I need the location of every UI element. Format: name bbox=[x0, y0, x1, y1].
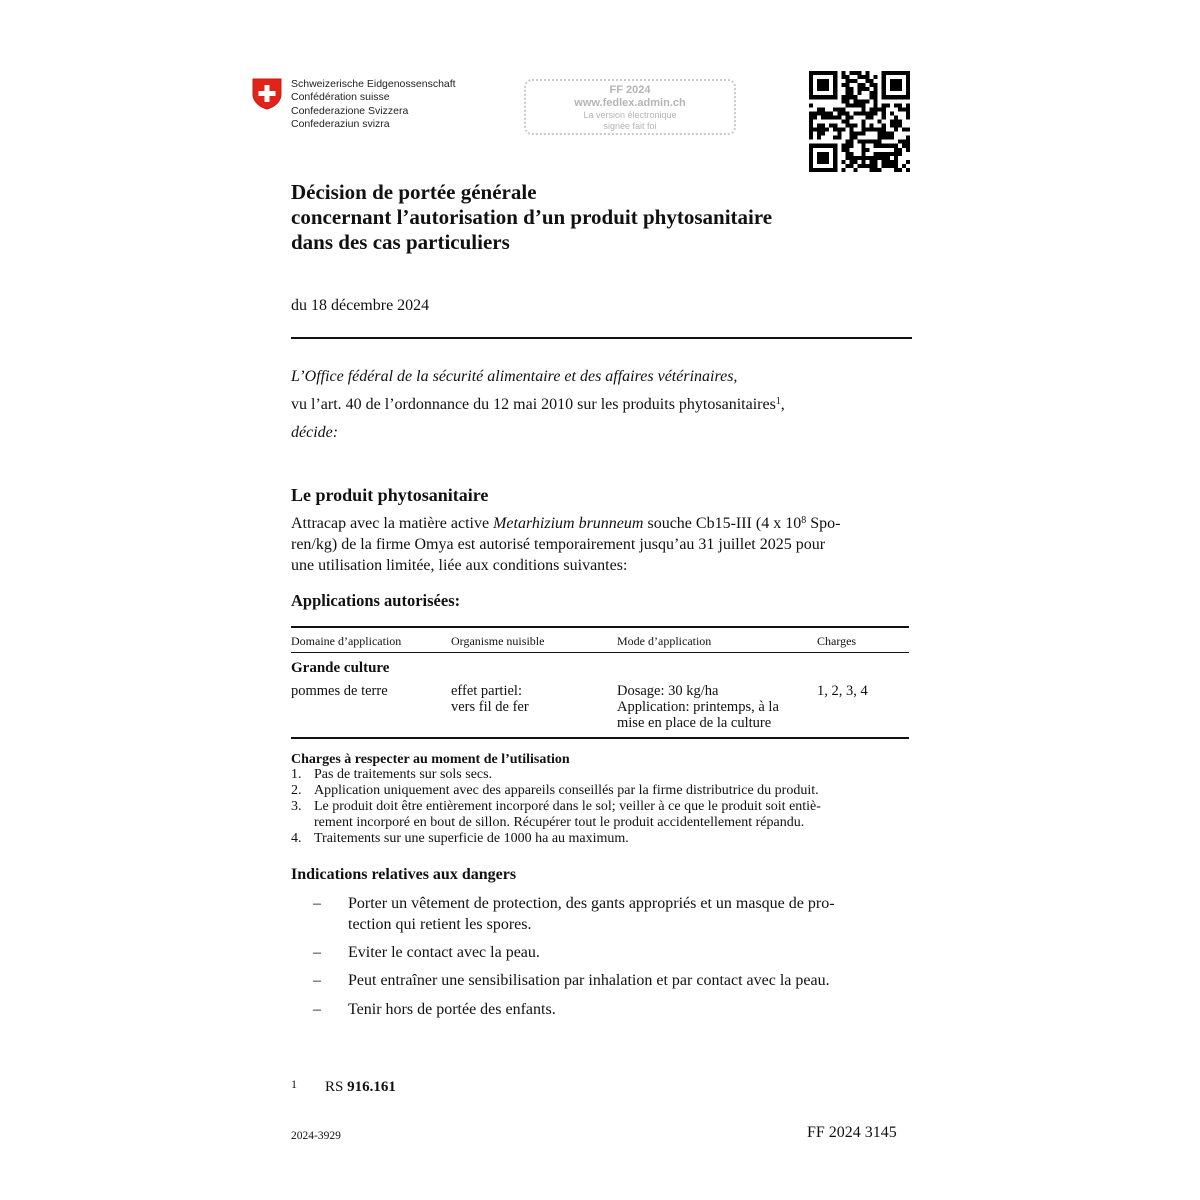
product-exponent: 8 bbox=[801, 515, 807, 526]
cell-mode-line-2: Application: printemps, à la bbox=[617, 699, 779, 715]
column-header-pest: Organisme nuisible bbox=[451, 634, 545, 648]
charges-heading: Charges à respecter au moment de l’utilisation bbox=[291, 752, 570, 767]
danger-item bbox=[291, 942, 909, 963]
confederation-name-rm: Confederaziun svizra bbox=[291, 118, 390, 131]
product-text-a: Attracap avec la matière active bbox=[291, 515, 494, 532]
charge-item bbox=[291, 767, 911, 783]
cell-mode-line-3: mise en place de la culture bbox=[617, 715, 772, 731]
document-number: 2024-3929 bbox=[291, 1130, 341, 1142]
swiss-cross-icon bbox=[252, 78, 282, 110]
danger-item bbox=[291, 893, 909, 935]
danger-text: Tenir hors de portée des enfants. bbox=[348, 1001, 556, 1018]
charge-number: 2. bbox=[291, 783, 302, 798]
footnote-marker[interactable]: 1 bbox=[775, 396, 781, 407]
product-paragraph bbox=[291, 513, 909, 576]
stamp-line-1: FF 2024 bbox=[609, 84, 651, 96]
product-text-c: Spo- bbox=[806, 515, 841, 532]
confederation-name-de: Schweizerische Eidgenossenschaft bbox=[291, 78, 456, 90]
preamble-basis-text: vu l’art. 40 de l’ordonnance du 12 mai 2010 sur les produits phytosanitaires bbox=[291, 396, 776, 413]
footnote-number: 1 bbox=[291, 1077, 297, 1091]
footnote-reference[interactable]: 916.161 bbox=[347, 1079, 396, 1095]
table-header-rule bbox=[291, 652, 909, 653]
electronic-version-stamp bbox=[524, 79, 736, 135]
document-title bbox=[291, 180, 772, 255]
product-line-2: ren/kg) de la firme Omya est autorisé temporairement jusqu’au 31 juillet 2025 pour bbox=[291, 536, 826, 553]
table-bottom-rule bbox=[291, 737, 909, 739]
column-header-domain: Domaine d’application bbox=[291, 634, 402, 648]
cell-mode-line-1: Dosage: 30 kg/ha bbox=[617, 683, 719, 699]
ff-reference: FF 2024 3145 bbox=[807, 1124, 897, 1141]
charge-number: 3. bbox=[291, 799, 302, 814]
danger-item bbox=[291, 970, 909, 991]
charge-text: Pas de traitements sur sols secs. bbox=[314, 767, 493, 782]
column-header-mode: Mode d’application bbox=[617, 634, 712, 648]
footnote-text bbox=[325, 1079, 396, 1096]
charge-text: rement incorporé en bout de sillon. Récupérer tout le produit accidentellement répandu. bbox=[314, 815, 805, 830]
title-line-2: concernant l’autorisation d’un produit phytosanitaire bbox=[291, 205, 773, 229]
charge-number: 4. bbox=[291, 831, 302, 846]
confederation-names bbox=[291, 78, 456, 132]
stamp-line-4: signée fait foi bbox=[603, 121, 657, 131]
table-top-rule bbox=[291, 626, 909, 628]
charges-list bbox=[291, 767, 911, 847]
charge-item bbox=[291, 783, 911, 799]
stamp-line-3: La version électronique bbox=[583, 110, 677, 120]
column-header-charges: Charges bbox=[817, 634, 857, 648]
product-line-1 bbox=[291, 513, 909, 534]
charge-text: Le produit doit être entièrement incorporé dans le sol; veiller à ce que le produit soit entiè- bbox=[314, 799, 821, 814]
danger-text: Eviter le contact avec la peau. bbox=[348, 944, 540, 961]
charge-text: Traitements sur une superficie de 1000 ha au maximum. bbox=[314, 831, 629, 846]
cell-charges: 1, 2, 3, 4 bbox=[817, 683, 868, 699]
confederation-name-it: Confederazione Svizzera bbox=[291, 104, 409, 117]
dash-bullet: – bbox=[313, 1001, 321, 1018]
dash-bullet: – bbox=[313, 944, 321, 961]
charge-text: Application uniquement avec des appareils conseillés par la firme distributrice du produit. bbox=[314, 783, 819, 798]
preamble-basis-end: , bbox=[780, 396, 785, 413]
charge-item bbox=[291, 831, 911, 847]
product-text-b: souche Cb15-III (4 x 10 bbox=[643, 515, 802, 532]
title-line-3: dans des cas particuliers bbox=[291, 230, 510, 254]
danger-text: tection qui retient les spores. bbox=[348, 916, 532, 933]
confederation-name-fr: Confédération suisse bbox=[291, 91, 390, 104]
charge-number: 1. bbox=[291, 767, 302, 782]
cell-pest bbox=[451, 683, 529, 715]
cell-mode bbox=[617, 683, 779, 731]
danger-text: Porter un vêtement de protection, des gants appropriés et un masque de pro- bbox=[348, 895, 835, 912]
cell-domain: pommes de terre bbox=[291, 683, 388, 699]
product-line-3: une utilisation limitée, liée aux conditions suivantes: bbox=[291, 557, 628, 574]
dash-bullet: – bbox=[313, 895, 321, 912]
table-group-label: Grande culture bbox=[291, 660, 390, 676]
preamble-decides: décide: bbox=[291, 424, 339, 441]
cell-pest-line-2: vers fil de fer bbox=[451, 699, 529, 715]
charge-item bbox=[291, 799, 911, 831]
footnote-prefix: RS bbox=[325, 1079, 348, 1095]
title-line-1: Décision de portée générale bbox=[291, 180, 537, 204]
qr-code-icon bbox=[809, 71, 910, 172]
danger-item bbox=[291, 999, 909, 1020]
preamble-authority: L’Office fédéral de la sécurité alimentaire et des affaires vétérinaires, bbox=[291, 368, 738, 385]
applications-heading: Applications autorisées: bbox=[291, 591, 461, 610]
danger-text: Peut entraîner une sensibilisation par inhalation et par contact avec la peau. bbox=[348, 972, 830, 989]
dash-bullet: – bbox=[313, 972, 321, 989]
title-divider bbox=[291, 337, 912, 339]
cell-pest-line-1: effet partiel: bbox=[451, 683, 522, 699]
product-heading: Le produit phytosanitaire bbox=[291, 485, 489, 505]
document-date: du 18 décembre 2024 bbox=[291, 297, 430, 314]
preamble-basis bbox=[291, 396, 785, 414]
product-species: Metarhizium brunneum bbox=[493, 515, 644, 532]
dangers-heading: Indications relatives aux dangers bbox=[291, 866, 517, 883]
stamp-line-2: www.fedlex.admin.ch bbox=[574, 97, 686, 109]
